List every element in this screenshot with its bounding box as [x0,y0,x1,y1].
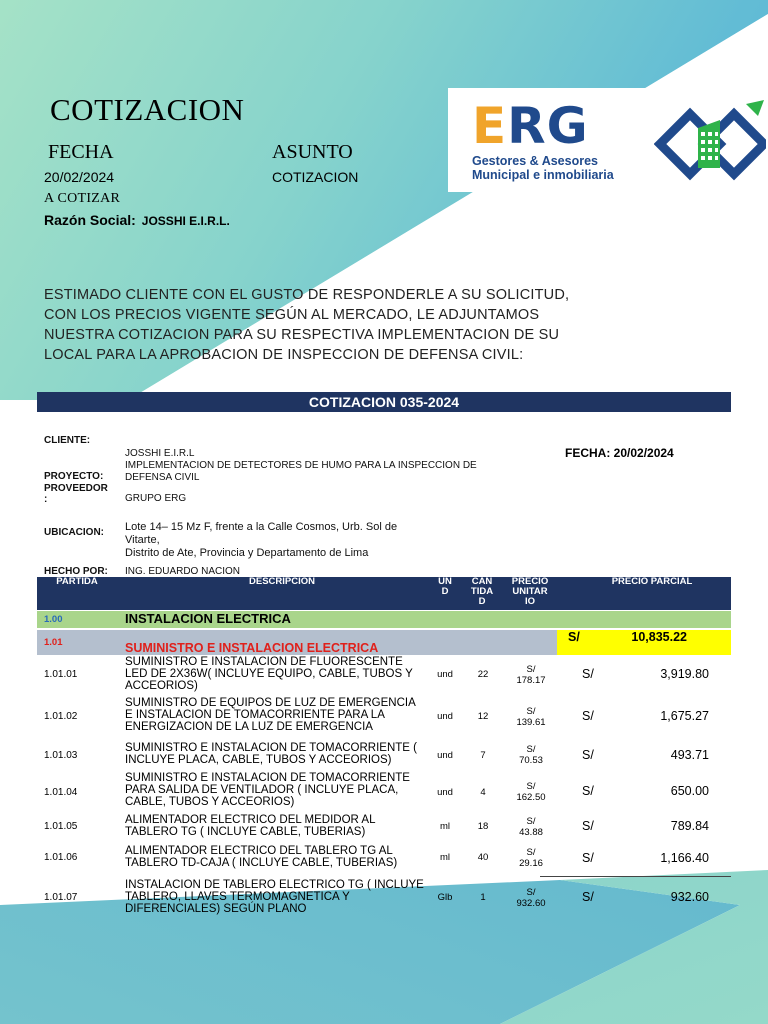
item-unit-price: S/ 178.17 [516,664,546,686]
col-partida: PARTIDA [56,576,98,587]
item-currency: S/ [582,709,594,723]
item-unit: und [437,669,453,680]
table-row [37,879,731,919]
item-description: ALIMENTADOR ELECTRICO DEL TABLERO TG AL TABLERO TD-CAJA ( INCLUYE CABLE, TUBERIAS) [125,845,398,869]
item-amount: 1,166.40 [660,851,709,865]
item-code: 1.01.07 [44,892,78,903]
table-row [37,814,731,842]
page-title: COTIZACION [50,92,245,127]
ubicacion-line-1: Lote 14– 15 Mz F, frente a la Calle Cosmos, Urb. Sol de [125,521,398,533]
item-unit: ml [439,821,451,832]
proveedor-colon: : [44,494,48,505]
item-quantity: 40 [477,852,489,863]
col-descripcion: DESCRIPCION [249,576,315,587]
col-precio-parcial: PRECIO PARCIAL [611,576,693,587]
table-row [37,656,731,694]
col-cantidad: CAN TIDA D [470,576,494,607]
item-unit-price: S/ 70.53 [519,744,543,766]
table-header [37,577,731,610]
intro-paragraph: ESTIMADO CLIENTE CON EL GUSTO DE RESPONDERLE A SU SOLICITUD, CON LOS PRECIOS VIGENTE SEGÚN AL MERCADO, LE ADJUNTAMOS NUESTRA COTIZACION PARA SU RESPECTIVA IMPLEMENTACION DE SU LOCAL PARA LA APROBACION DE INSPECCION DE DEFENSA CIVIL: [44,287,570,363]
ubicacion-line-2: Vitarte, [125,534,160,546]
a-cotizar-label: A COTIZAR [44,191,121,206]
item-code: 1.01.06 [44,852,78,863]
item-currency: S/ [582,748,594,762]
item-quantity: 1 [480,892,486,903]
erg-logo [448,88,768,192]
subsection-total-value: 10,835.22 [631,630,687,644]
item-unit-price: S/ 162.50 [516,781,546,803]
table-row [37,742,731,770]
logo-building-icon [654,98,766,186]
ubicacion-label: UBICACION: [44,527,104,538]
subsection-code: 1.01 [44,637,63,648]
subsection-total [557,630,731,655]
razon-social-label: Razón Social: [44,212,136,228]
item-description: SUMINISTRO E INSTALACION DE FLUORESCENTE LED DE 2X36W( INCLUYE EQUIPO, CABLE, TUBOS Y ACCEORIOS) [125,656,413,692]
subsection-currency: S/ [568,630,580,644]
asunto-label: ASUNTO [272,141,353,163]
subsection-row [37,630,557,655]
item-amount: 932.60 [670,890,709,904]
item-description: ALIMENTADOR ELECTRICO DEL MEDIDOR AL TABLERO TG ( INCLUYE CABLE, TUBERIAS) [125,814,376,838]
table-row [37,845,731,873]
item-unit: und [437,711,453,722]
item-quantity: 22 [477,669,489,680]
item-amount: 789.84 [670,819,709,833]
logo-tagline: Gestores & Asesores Municipal e inmobiliaria [472,154,614,182]
item-amount: 1,675.27 [660,709,709,723]
subsection-title: SUMINISTRO E INSTALACION ELECTRICA [125,641,379,655]
proyecto-label: PROYECTO: [44,471,104,482]
item-amount: 650.00 [670,784,709,798]
proveedor-value: GRUPO ERG [125,493,187,504]
item-unit: und [437,787,453,798]
item-unit: Glb [437,892,453,903]
quote-date: FECHA: 20/02/2024 [565,446,674,460]
proyecto-value: IMPLEMENTACION DE DETECTORES DE HUMO PARA LA INSPECCION DE DEFENSA CIVIL [125,460,477,483]
table-row [37,772,731,812]
item-currency: S/ [582,851,594,865]
item-code: 1.01.05 [44,821,78,832]
item-currency: S/ [582,890,594,904]
item-code: 1.01.01 [44,669,78,680]
item-currency: S/ [582,784,594,798]
item-unit: und [437,750,453,761]
ubicacion-line-3: Distrito de Ate, Provincia y Departamento de Lima [125,547,369,559]
item-quantity: 4 [480,787,486,798]
item-unit-price: S/ 29.16 [519,847,543,869]
section-row [37,611,731,628]
item-description: SUMINISTRO E INSTALACION DE TOMACORRIENTE ( INCLUYE PLACA, CABLE, TUBOS Y ACCEORIOS) [125,742,418,766]
total-divider [540,876,731,877]
col-precio-unitario: PRECIO UNITAR IO [511,576,549,607]
hecho-por-label: HECHO POR: [44,566,108,577]
section-title: INSTALACION ELECTRICA [125,611,291,626]
item-amount: 3,919.80 [660,667,709,681]
section-code: 1.00 [44,614,63,625]
cliente-label: CLIENTE: [44,435,91,446]
proveedor-label: PROVEEDOR [44,483,108,494]
fecha-label: FECHA [48,141,114,163]
item-code: 1.01.04 [44,787,78,798]
item-description: INSTALACION DE TABLERO ELECTRICO TG ( INCLUYE TABLERO, LLAVES TERMOMAGNETICA Y DIFERENCIALES) SEGÚN PLANO [125,879,424,915]
col-und: UN D [438,576,452,597]
item-unit-price: S/ 43.88 [519,816,543,838]
fecha-value: 20/02/2024 [44,169,115,185]
item-description: SUMINISTRO DE EQUIPOS DE LUZ DE EMERGENCIA E INSTALACION DE TOMACORRIENTE PARA LA ENERGIZACION DE LA LUZ DE EMERGENCIA [125,697,416,733]
item-code: 1.01.02 [44,711,78,722]
item-quantity: 7 [480,750,486,761]
table-row [37,697,731,737]
item-amount: 493.71 [670,748,709,762]
cliente-value: JOSSHI E.I.R.L [125,448,195,459]
quote-header: COTIZACION 035-2024 [37,392,731,412]
razon-social-value: JOSSHI E.I.R.L. [141,214,230,228]
item-unit-price: S/ 932.60 [516,887,546,909]
item-quantity: 12 [477,711,489,722]
item-currency: S/ [582,819,594,833]
item-description: SUMINISTRO E INSTALACION DE TOMACORRIENTE PARA SALIDA DE VENTILADOR ( INCLUYE PLACA, CABLE, TUBOS Y ACCEORIOS) [125,772,410,808]
asunto-value: COTIZACION [272,169,359,185]
item-code: 1.01.03 [44,750,78,761]
razon-social [44,212,230,228]
hecho-por-value: ING. EDUARDO NACION [125,566,241,577]
item-unit: ml [439,852,451,863]
item-currency: S/ [582,667,594,681]
logo-wordmark: ERG [472,97,589,155]
item-unit-price: S/ 139.61 [516,706,546,728]
item-quantity: 18 [477,821,489,832]
